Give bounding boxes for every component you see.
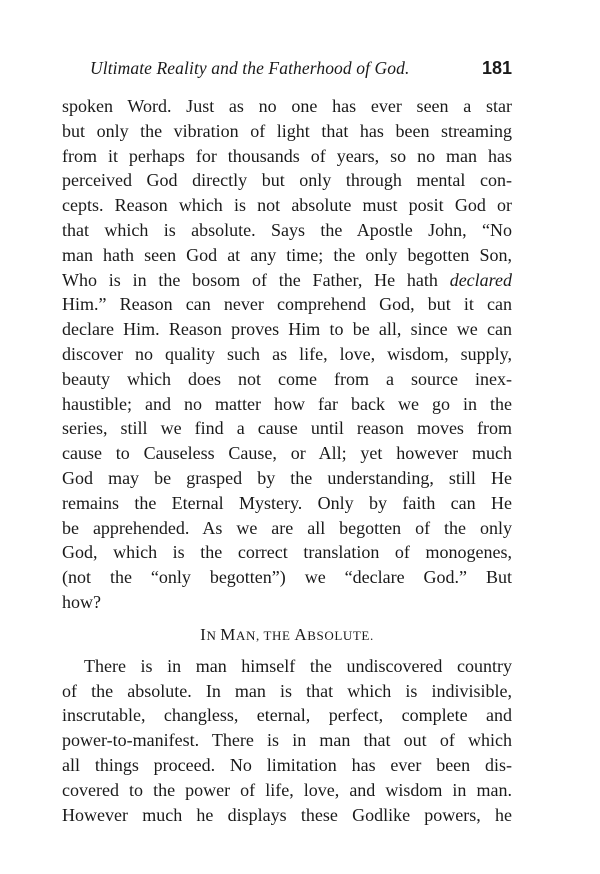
- text-line: but only the vibration of light that has been streaming: [62, 120, 512, 141]
- text-line: remains the Eternal Mystery. Only by faith can He: [62, 492, 512, 513]
- text-line: discover no quality such as life, love, wisdom, supply,: [62, 343, 512, 364]
- heading-part: AN, THE: [236, 627, 295, 643]
- heading-part: M: [220, 624, 236, 644]
- running-header: [62, 58, 512, 88]
- text-line: series, still we find a cause until reason moves from: [62, 418, 512, 439]
- text-line: inscrutable, changless, eternal, perfect, complete and: [62, 705, 512, 726]
- text-line: beauty which does not come from a source inex-: [62, 368, 512, 389]
- text-line: how?: [62, 591, 101, 612]
- text-line: cepts. Reason which is not absolute must posit God or: [62, 195, 512, 216]
- paragraph-reason-and-god: [62, 94, 512, 615]
- section-heading: [62, 622, 512, 648]
- heading-part: I: [200, 624, 207, 644]
- text-line: of the absolute. In man is that which is indivisible,: [62, 680, 512, 701]
- text-line: from it perhaps for thousands of years, so no man has: [62, 145, 512, 166]
- text-line: covered to the power of life, love, and wisdom in man.: [62, 779, 512, 800]
- page-number: 181: [481, 58, 512, 78]
- text-line: perceived God directly but only through mental con-: [62, 170, 512, 191]
- text-line: There is in man himself the undiscovered country: [84, 655, 512, 676]
- book-page: [62, 58, 512, 827]
- heading-part: BSOLUTE.: [307, 627, 374, 643]
- text-line: declare Him. Reason proves Him to be all, since we can: [62, 319, 512, 340]
- heading-part: N: [206, 627, 221, 643]
- text-line: that which is absolute. Says the Apostle John, “No: [62, 219, 512, 240]
- text-line: (not the “only begotten”) we “declare God.” But: [62, 567, 512, 588]
- text-line: power-to-manifest. There is in man that out of which: [62, 730, 512, 751]
- text-line: all things proceed. No limitation has ever been dis-: [62, 754, 512, 775]
- text-line: haustible; and no matter how far back we go in the: [62, 393, 512, 414]
- text-line: spoken Word. Just as no one has ever seen a star: [62, 96, 512, 116]
- paragraph-man-the-absolute: [62, 654, 512, 828]
- text-line: God, which is the correct translation of monogenes,: [62, 542, 512, 563]
- text-line: cause to Causeless Cause, or All; yet however much: [62, 443, 512, 464]
- text-line: be apprehended. As we are all begotten of the only: [62, 517, 512, 538]
- italic-word: declared: [449, 269, 512, 290]
- text-line: man hath seen God at any time; the only begotten Son,: [62, 244, 512, 265]
- running-title: Ultimate Reality and the Fatherhood of God.: [90, 58, 410, 78]
- heading-part: A: [294, 624, 308, 644]
- text-line-with-italic: [62, 268, 512, 293]
- text-segment: Who is in the bosom of the Father, He hath: [62, 269, 450, 290]
- text-line: God may be grasped by the understanding, still He: [62, 467, 512, 488]
- text-line: Him.” Reason can never comprehend God, but it can: [62, 294, 512, 315]
- text-line: However much he displays these Godlike powers, he: [62, 804, 512, 825]
